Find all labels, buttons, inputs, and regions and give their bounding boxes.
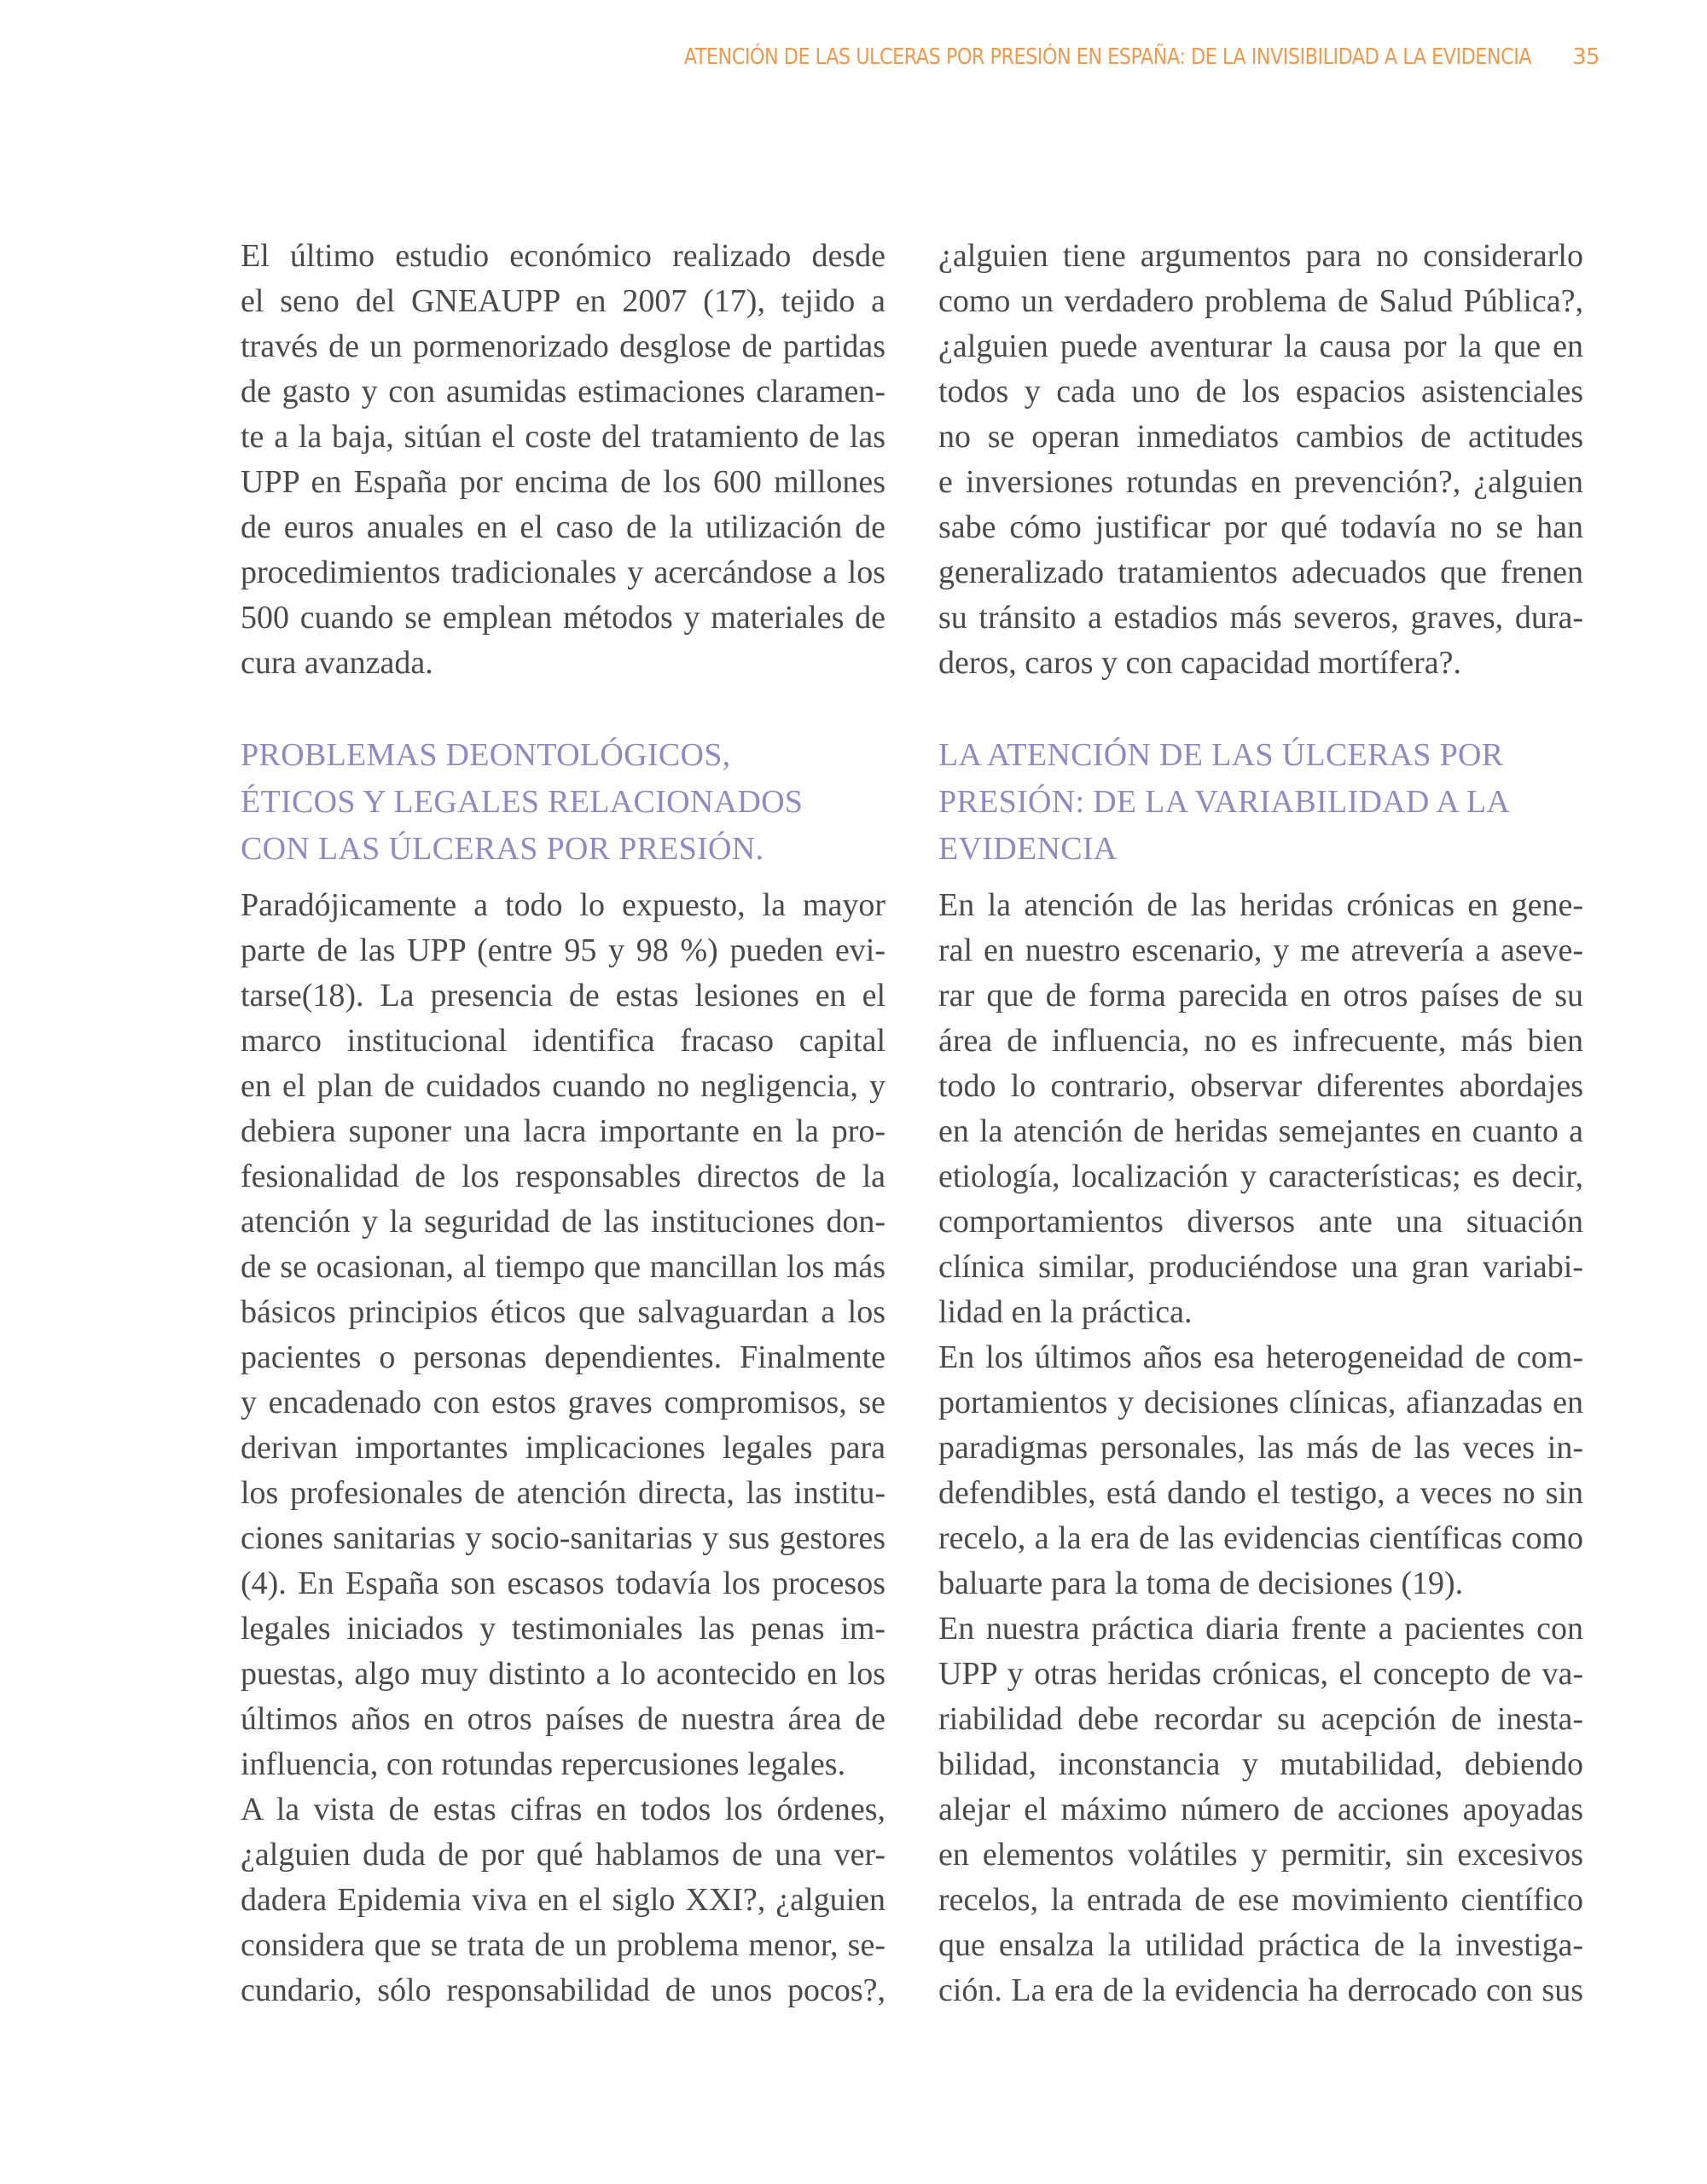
text-line: (4). En España son escasos todavía los procesos — [241, 1565, 885, 1601]
heading-line: LA ATENCIÓN DE LAS ÚLCERAS POR — [938, 737, 1504, 773]
text-line: de euros anuales en el caso de la utilización de — [241, 509, 885, 545]
right-column — [938, 234, 1583, 2013]
paragraph-questions-continued — [938, 234, 1583, 686]
paragraph-economic-study — [241, 234, 885, 686]
text-line: que ensalza la utilidad práctica de la investiga- — [938, 1927, 1583, 1963]
text-line: recelo, a la era de las evidencias científicas como — [938, 1520, 1583, 1556]
text-line: defendibles, está dando el testigo, a veces no sin — [938, 1475, 1583, 1511]
text-line: UPP y otras heridas crónicas, el concepto de va- — [938, 1656, 1583, 1692]
text-line: través de un pormenorizado desglose de partidas — [241, 328, 885, 364]
text-line: Paradójicamente a todo lo expuesto, la mayor — [241, 887, 885, 923]
text-line: bilidad, inconstancia y mutabilidad, debiendo — [938, 1746, 1583, 1782]
text-line: portamientos y decisiones clínicas, afianzadas en — [938, 1385, 1583, 1420]
text-line: y encadenado con estos graves compromisos, se — [241, 1385, 885, 1420]
text-line: generalizado tratamientos adecuados que frenen — [938, 555, 1583, 590]
text-line: deros, caros y con capacidad mortífera?. — [938, 645, 1461, 681]
text-line: ción. La era de la evidencia ha derrocado con sus — [938, 1972, 1583, 2008]
paragraph-chronic-wounds-care — [938, 883, 1583, 1335]
text-line: ¿alguien puede aventurar la causa por la que en — [938, 328, 1583, 364]
text-line: paradigmas personales, las más de las veces in- — [938, 1430, 1583, 1466]
text-line: ral en nuestro escenario, y me atrevería a aseve- — [938, 932, 1583, 968]
text-line: cura avanzada. — [241, 645, 433, 681]
text-line: últimos años en otros países de nuestra área de — [241, 1701, 885, 1737]
text-line: fesionalidad de los responsables directos de la — [241, 1159, 885, 1194]
text-line: ¿alguien tiene argumentos para no considerarlo — [938, 238, 1583, 274]
text-line: En los últimos años esa heterogeneidad de com- — [938, 1339, 1583, 1375]
text-line: el seno del GNEAUPP en 2007 (17), tejido a — [241, 283, 885, 319]
text-line: En la atención de las heridas crónicas en gene- — [938, 887, 1583, 923]
text-line: considera que se trata de un problema menor, se- — [241, 1927, 885, 1963]
text-line: puestas, algo muy distinto a lo acontecido en los — [241, 1656, 885, 1692]
left-column — [241, 234, 885, 2013]
text-line: debiera suponer una lacra importante en la pro- — [241, 1113, 885, 1149]
text-line: como un verdadero problema de Salud Pública?, — [938, 283, 1583, 319]
text-line: pacientes o personas dependientes. Finalmente — [241, 1339, 885, 1375]
heading-line: PROBLEMAS DEONTOLÓGICOS, — [241, 737, 731, 773]
paragraph-rhetorical-questions — [241, 1787, 885, 2013]
heading-line: CON LAS ÚLCERAS POR PRESIÓN. — [241, 831, 764, 867]
text-line: e inversiones rotundas en prevención?, ¿alguien — [938, 464, 1583, 500]
text-line: te a la baja, sitúan el coste del tratamiento de las — [241, 419, 885, 455]
section-heading-variability-to-evidence — [938, 732, 1583, 873]
text-line: El último estudio económico realizado desde — [241, 238, 885, 274]
text-line: 500 cuando se emplean métodos y materiales de — [241, 600, 885, 636]
text-line: comportamientos diversos ante una situación — [938, 1204, 1583, 1240]
paragraph-paradoxically — [241, 883, 885, 1787]
text-line: clínica similar, produciéndose una gran variabi- — [938, 1249, 1583, 1285]
text-line: legales iniciados y testimoniales las penas im- — [241, 1611, 885, 1647]
text-line: todo lo contrario, observar diferentes abordajes — [938, 1068, 1583, 1104]
text-line: en el plan de cuidados cuando no negligencia, y — [241, 1068, 885, 1104]
text-line: en la atención de heridas semejantes en cuanto a — [938, 1113, 1583, 1149]
text-line: en elementos volátiles y permitir, sin excesivos — [938, 1837, 1583, 1873]
text-line: influencia, con rotundas repercusiones legales. — [241, 1746, 846, 1782]
text-line: parte de las UPP (entre 95 y 98 %) pueden evi- — [241, 932, 885, 968]
text-line: lidad en la práctica. — [938, 1294, 1193, 1330]
text-line: UPP en España por encima de los 600 millones — [241, 464, 885, 500]
text-line: dadera Epidemia viva en el siglo XXI?, ¿alguien — [241, 1882, 885, 1918]
text-line: A la vista de estas cifras en todos los órdenes, — [241, 1792, 885, 1827]
section-heading-deontological-problems — [241, 732, 885, 873]
text-line: todos y cada uno de los espacios asistenciales — [938, 374, 1583, 410]
text-line: ¿alguien duda de por qué hablamos de una ver- — [241, 1837, 885, 1873]
paragraph-daily-practice — [938, 1606, 1583, 2013]
running-header — [0, 44, 1600, 70]
text-line: no se operan inmediatos cambios de actitudes — [938, 419, 1583, 455]
heading-line: EVIDENCIA — [938, 831, 1118, 867]
text-line: derivan importantes implicaciones legales para — [241, 1430, 885, 1466]
text-line: etiología, localización y características; es decir, — [938, 1159, 1583, 1194]
text-line: atención y la seguridad de las instituciones don- — [241, 1204, 885, 1240]
heading-line: PRESIÓN: DE LA VARIABILIDAD A LA — [938, 784, 1511, 820]
running-header-title: ATENCIÓN DE LAS ULCERAS POR PRESIÓN EN ESPAÑA: DE LA INVISIBILIDAD A LA EVIDENCIA — [683, 44, 1532, 70]
text-line: su tránsito a estadios más severos, graves, dura- — [938, 600, 1583, 636]
text-line: En nuestra práctica diaria frente a pacientes con — [938, 1611, 1583, 1647]
text-line: tarse(18). La presencia de estas lesiones en el — [241, 978, 885, 1014]
text-line: recelos, la entrada de ese movimiento científico — [938, 1882, 1583, 1918]
text-line: riabilidad debe recordar su acepción de inesta- — [938, 1701, 1583, 1737]
text-line: los profesionales de atención directa, las institu- — [241, 1475, 885, 1511]
text-line: rar que de forma parecida en otros países de su — [938, 978, 1583, 1014]
heading-line: ÉTICOS Y LEGALES RELACIONADOS — [241, 784, 804, 820]
page-number: 35 — [1572, 44, 1600, 70]
text-line: de gasto y con asumidas estimaciones claramen- — [241, 374, 885, 410]
text-line: cundario, sólo responsabilidad de unos pocos?, — [241, 1972, 885, 2008]
paragraph-heterogeneity — [938, 1335, 1583, 1606]
text-line: procedimientos tradicionales y acercándose a los — [241, 555, 885, 590]
text-line: de se ocasionan, al tiempo que mancillan los más — [241, 1249, 885, 1285]
text-line: alejar el máximo número de acciones apoyadas — [938, 1792, 1583, 1827]
text-line: sabe cómo justificar por qué todavía no se han — [938, 509, 1583, 545]
text-line: básicos principios éticos que salvaguardan a los — [241, 1294, 885, 1330]
text-line: baluarte para la toma de decisiones (19). — [938, 1565, 1464, 1601]
text-line: marco institucional identifica fracaso capital — [241, 1023, 885, 1059]
text-line: área de influencia, no es infrecuente, más bien — [938, 1023, 1583, 1059]
text-line: ciones sanitarias y socio-sanitarias y sus gestores — [241, 1520, 885, 1556]
